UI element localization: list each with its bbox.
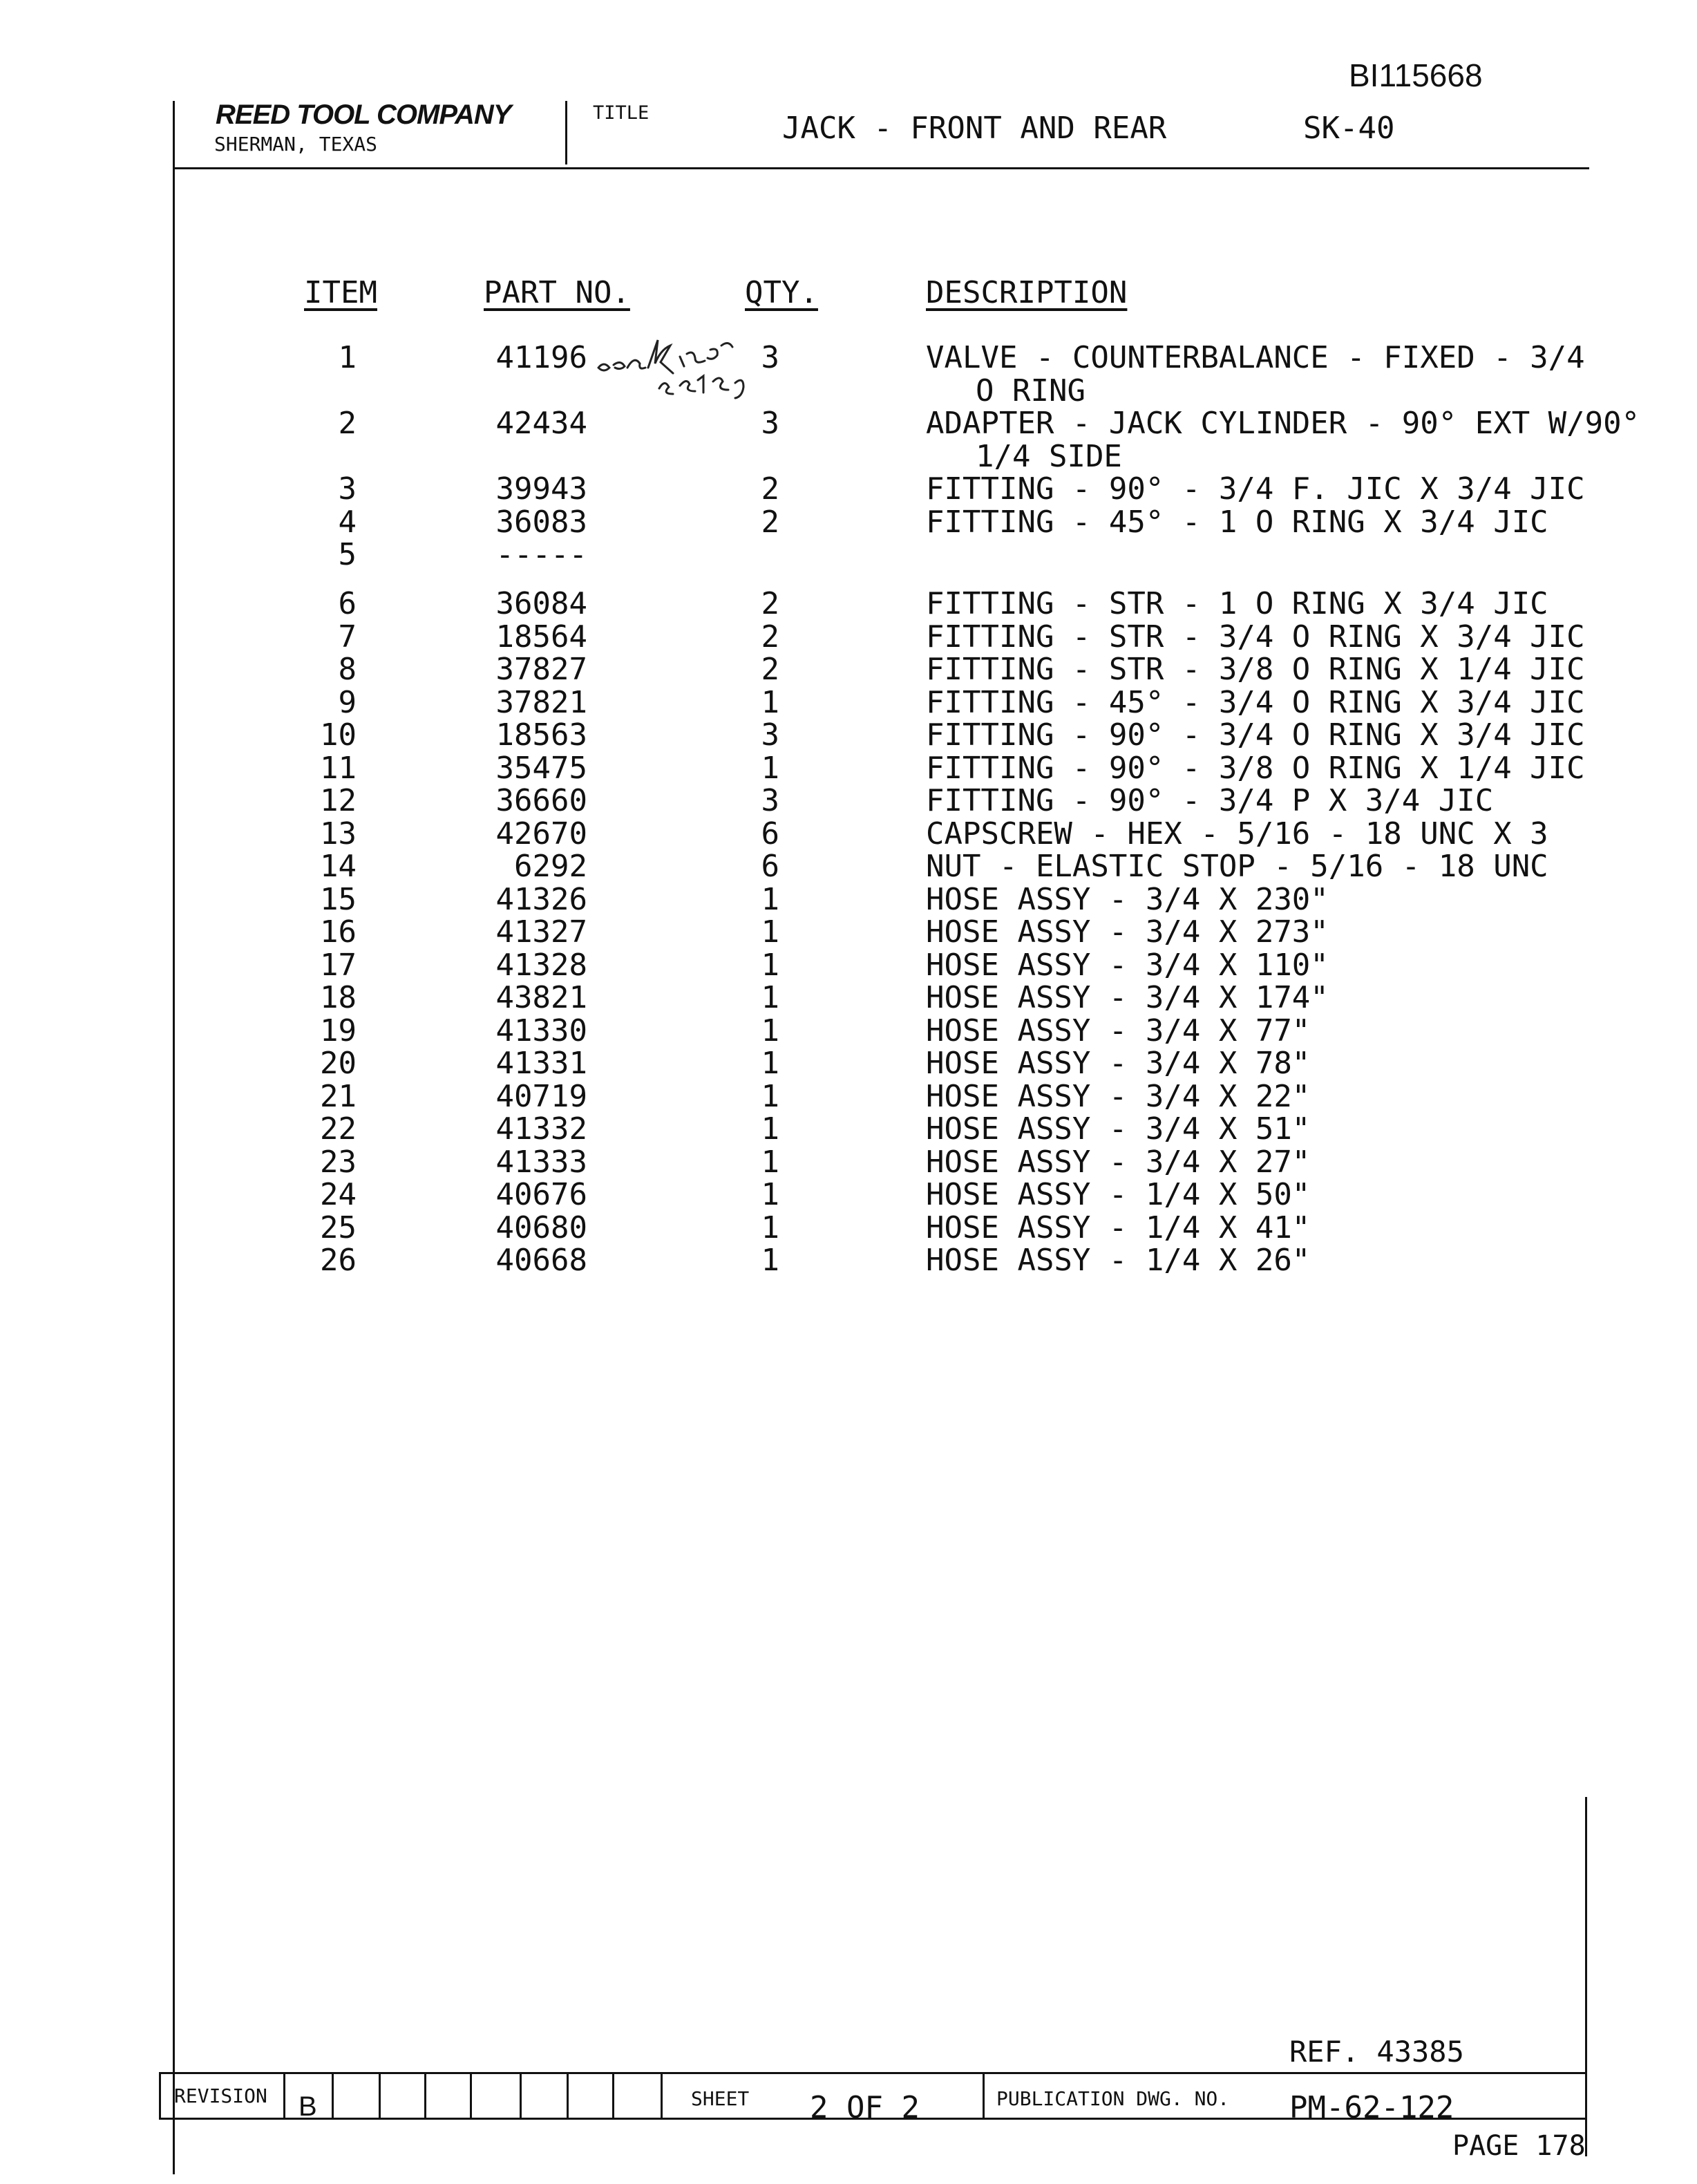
description-cell: FITTING - STR - 1 O RING X 3/4 JIC	[926, 586, 1548, 622]
description-cell: HOSE ASSY - 3/4 X 27"	[926, 1144, 1311, 1180]
table-row	[0, 652, 1697, 688]
item-cell: 21	[320, 1078, 357, 1114]
item-cell: 23	[320, 1144, 357, 1180]
part-number-cell: 41327	[495, 914, 587, 950]
quantity-cell: 6	[761, 849, 779, 885]
column-header-item: ITEM	[304, 275, 377, 310]
table-row	[0, 1243, 1697, 1279]
description-cell: HOSE ASSY - 3/4 X 273"	[926, 914, 1329, 950]
quantity-cell: 1	[761, 1111, 779, 1147]
quantity-cell: 1	[761, 1078, 779, 1114]
description-cell: HOSE ASSY - 3/4 X 110"	[926, 947, 1329, 983]
item-cell: 11	[320, 750, 357, 786]
description-cell: FITTING - STR - 3/4 O RING X 3/4 JIC	[926, 619, 1585, 655]
description-cell: FITTING - 90° - 3/8 O RING X 1/4 JIC	[926, 750, 1585, 786]
revision-box-divider	[567, 2072, 569, 2119]
table-row	[0, 685, 1697, 718]
quantity-cell: 1	[761, 1177, 779, 1213]
quantity-cell: 1	[761, 881, 779, 917]
quantity-cell: 6	[761, 816, 779, 851]
description-cell: HOSE ASSY - 1/4 X 26"	[926, 1243, 1311, 1279]
table-row	[0, 586, 1697, 622]
table-row	[0, 471, 1697, 505]
title-label: TITLE	[593, 102, 650, 124]
part-number-cell: -----	[495, 537, 587, 572]
quantity-cell: 2	[761, 619, 779, 655]
page-title: JACK - FRONT AND REAR	[782, 111, 1167, 146]
sheet-label: SHEET	[691, 2087, 750, 2110]
description-cell: HOSE ASSY - 1/4 X 50"	[926, 1177, 1311, 1213]
description-cell: ADAPTER - JACK CYLINDER - 90° EXT W/90°	[926, 406, 1640, 441]
table-row	[0, 537, 1697, 570]
part-number-cell: 43821	[495, 980, 587, 1016]
part-number-cell: 41326	[495, 881, 587, 917]
description-cell: FITTING - 45° - 1 O RING X 3/4 JIC	[926, 504, 1548, 540]
table-row	[0, 340, 1697, 408]
item-cell: 3	[338, 471, 357, 507]
item-cell: 10	[320, 717, 357, 753]
part-number-cell: 42434	[495, 406, 587, 441]
item-cell: 5	[338, 537, 357, 572]
quantity-cell: 2	[761, 586, 779, 622]
sheet-value: 2 OF 2	[810, 2090, 920, 2125]
quantity-cell: 1	[761, 684, 779, 720]
description-cell: FITTING - 45° - 3/4 O RING X 3/4 JIC	[926, 684, 1585, 720]
company-city: SHERMAN, TEXAS	[214, 133, 378, 156]
publication-label: PUBLICATION DWG. NO.	[996, 2087, 1230, 2110]
description-cell: VALVE - COUNTERBALANCE - FIXED - 3/4	[926, 340, 1585, 375]
part-number-cell: 35475	[495, 750, 587, 786]
item-cell: 17	[320, 947, 357, 983]
table-row	[0, 1013, 1697, 1046]
part-number-cell: 41328	[495, 947, 587, 983]
table-row	[0, 948, 1697, 981]
item-cell: 24	[320, 1177, 357, 1213]
item-cell: 20	[320, 1046, 357, 1082]
quantity-cell: 1	[761, 980, 779, 1016]
part-number-cell: 40668	[495, 1243, 587, 1279]
quantity-cell: 2	[761, 504, 779, 540]
description-cell: CAPSCREW - HEX - 5/16 - 18 UNC X 3	[926, 816, 1548, 851]
description-cell: FITTING - STR - 3/8 O RING X 1/4 JIC	[926, 652, 1585, 688]
table-row	[0, 505, 1697, 538]
quantity-cell: 3	[761, 783, 779, 819]
revision-box-divider	[379, 2072, 381, 2119]
table-row	[0, 1145, 1697, 1178]
item-cell: 25	[320, 1209, 357, 1245]
item-cell: 12	[320, 783, 357, 819]
part-number-cell: 36660	[495, 783, 587, 819]
revision-box-divider	[661, 2072, 663, 2119]
item-cell: 6	[338, 586, 357, 622]
description-cell: HOSE ASSY - 1/4 X 41"	[926, 1209, 1311, 1245]
table-row	[0, 816, 1697, 849]
quantity-cell: 1	[761, 1243, 779, 1279]
reference-number: REF. 43385	[1289, 2035, 1464, 2069]
item-cell: 19	[320, 1013, 357, 1048]
table-row	[0, 1177, 1697, 1213]
item-cell: 1	[338, 340, 357, 375]
item-cell: 9	[338, 684, 357, 720]
part-number-cell: 41332	[495, 1111, 587, 1147]
part-number-cell: 6292	[514, 849, 587, 885]
description-continuation: 1/4 SIDE	[976, 439, 1122, 474]
right-border-bottom	[1585, 1797, 1587, 2156]
quantity-cell: 3	[761, 340, 779, 375]
revision-value: B	[298, 2091, 317, 2122]
revision-box-divider	[283, 2072, 285, 2119]
quantity-cell: 1	[761, 947, 779, 983]
page-number: PAGE 178	[1452, 2130, 1586, 2162]
sheet-code: SK-40	[1303, 111, 1395, 146]
sheet-divider-right	[983, 2072, 985, 2119]
item-cell: 7	[338, 619, 357, 655]
description-cell: HOSE ASSY - 3/4 X 174"	[926, 980, 1329, 1016]
description-cell: FITTING - 90° - 3/4 P X 3/4 JIC	[926, 783, 1494, 819]
table-row	[0, 751, 1697, 784]
part-number-cell: 39943	[495, 471, 587, 507]
description-cell: HOSE ASSY - 3/4 X 78"	[926, 1046, 1311, 1082]
footer-top-rule	[159, 2072, 1586, 2074]
item-cell: 16	[320, 914, 357, 950]
table-row	[0, 882, 1697, 915]
column-header-part-no: PART NO.	[484, 275, 630, 310]
description-cell: HOSE ASSY - 3/4 X 230"	[926, 881, 1329, 917]
column-header-qty: QTY.	[745, 275, 818, 310]
item-cell: 13	[320, 816, 357, 851]
part-number-cell: 40676	[495, 1177, 587, 1213]
revision-box-divider	[424, 2072, 426, 2119]
publication-number: PM-62-122	[1289, 2090, 1454, 2125]
revision-label: REVISION	[174, 2084, 267, 2107]
table-row	[0, 980, 1697, 1016]
table-row	[0, 1210, 1697, 1243]
part-number-cell: 41331	[495, 1046, 587, 1082]
part-number-cell: 18563	[495, 717, 587, 753]
table-row	[0, 849, 1697, 885]
table-row	[0, 1079, 1697, 1112]
column-header-description: DESCRIPTION	[926, 275, 1128, 310]
quantity-cell: 2	[761, 652, 779, 688]
quantity-cell: 1	[761, 1209, 779, 1245]
item-cell: 2	[338, 406, 357, 441]
revision-box-divider	[612, 2072, 614, 2119]
description-cell: HOSE ASSY - 3/4 X 51"	[926, 1111, 1311, 1147]
description-cell: NUT - ELASTIC STOP - 5/16 - 18 UNC	[926, 849, 1548, 885]
part-number-cell: 36084	[495, 586, 587, 622]
part-number-cell: 41196	[495, 340, 587, 375]
part-number-cell: 41333	[495, 1144, 587, 1180]
item-cell: 26	[320, 1243, 357, 1279]
item-cell: 4	[338, 504, 357, 540]
company-name: REED TOOL COMPANY	[216, 100, 511, 130]
quantity-cell: 1	[761, 1046, 779, 1082]
part-number-cell: 18564	[495, 619, 587, 655]
item-cell: 18	[320, 980, 357, 1016]
table-row	[0, 1046, 1697, 1082]
part-number-cell: 37827	[495, 652, 587, 688]
part-number-cell: 41330	[495, 1013, 587, 1048]
revision-box-divider	[470, 2072, 472, 2119]
table-row	[0, 783, 1697, 819]
document-id: BI115668	[1349, 57, 1483, 93]
item-cell: 22	[320, 1111, 357, 1147]
part-number-cell: 40719	[495, 1078, 587, 1114]
part-number-cell: 37821	[495, 684, 587, 720]
part-number-cell: 42670	[495, 816, 587, 851]
item-cell: 8	[338, 652, 357, 688]
table-row	[0, 914, 1697, 948]
table-row	[0, 619, 1697, 655]
description-continuation: O RING	[976, 373, 1085, 408]
footer-left-edge	[159, 2072, 161, 2119]
revision-box-divider	[520, 2072, 522, 2119]
quantity-cell: 3	[761, 717, 779, 753]
description-cell: FITTING - 90° - 3/4 F. JIC X 3/4 JIC	[926, 471, 1585, 507]
quantity-cell: 1	[761, 914, 779, 950]
table-row	[0, 406, 1697, 474]
header-rule	[173, 167, 1589, 169]
part-number-cell: 40680	[495, 1209, 587, 1245]
table-row	[0, 1111, 1697, 1145]
description-cell: HOSE ASSY - 3/4 X 77"	[926, 1013, 1311, 1048]
quantity-cell: 2	[761, 471, 779, 507]
revision-box-divider	[332, 2072, 334, 2119]
table-row	[0, 717, 1697, 751]
item-cell: 14	[320, 849, 357, 885]
quantity-cell: 1	[761, 1013, 779, 1048]
description-cell: FITTING - 90° - 3/4 O RING X 3/4 JIC	[926, 717, 1585, 753]
part-number-cell: 36083	[495, 504, 587, 540]
handwritten-note	[593, 325, 766, 401]
item-cell: 15	[320, 881, 357, 917]
title-divider	[565, 101, 567, 164]
quantity-cell: 1	[761, 750, 779, 786]
quantity-cell: 1	[761, 1144, 779, 1180]
description-cell: HOSE ASSY - 3/4 X 22"	[926, 1078, 1311, 1114]
quantity-cell: 3	[761, 406, 779, 441]
